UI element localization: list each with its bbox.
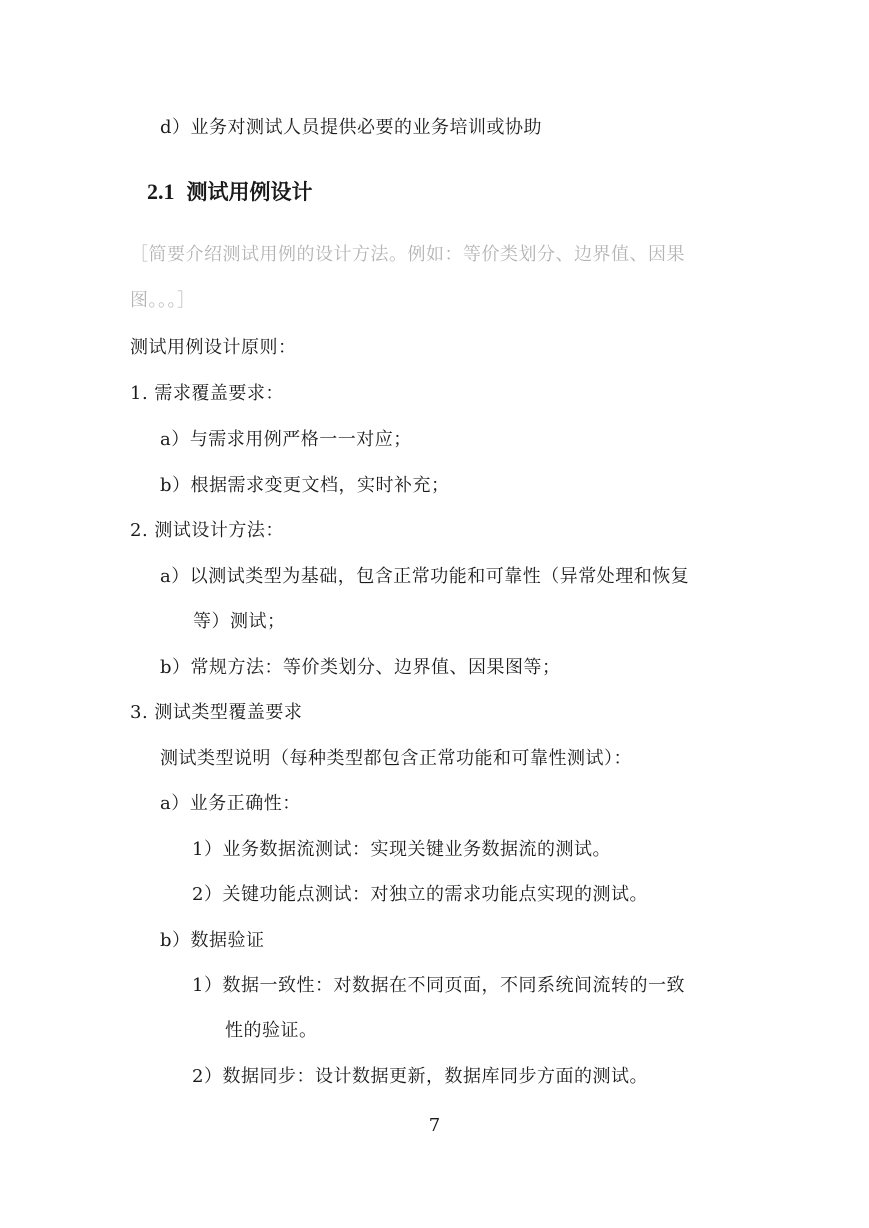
list-item-3b-1-line-2: 性的验证。 — [225, 1020, 318, 1041]
list-item-3a: a）业务正确性： — [160, 793, 301, 814]
list-item-1b: b）根据需求变更文档，实时补充； — [160, 475, 450, 496]
list-item-1a: a）与需求用例严格一一对应； — [160, 429, 412, 450]
list-item-3b-1-line-1: 1）数据一致性：对数据在不同页面，不同系统间流转的一致 — [192, 975, 685, 996]
list-item-d: d）业务对测试人员提供必要的业务培训或协助 — [160, 117, 543, 138]
list-item-3-description: 测试类型说明（每种类型都包含正常功能和可靠性测试）： — [160, 748, 632, 769]
principles-intro: 测试用例设计原则： — [130, 337, 297, 358]
list-item-2a-line-2: 等）测试； — [193, 611, 286, 632]
list-item-1: 1. 需求覆盖要求： — [130, 383, 284, 404]
hint-text-line-1: ［简要介绍测试用例的设计方法。例如：等价类划分、边界值、因果 — [130, 244, 685, 265]
list-item-2: 2. 测试设计方法： — [130, 520, 284, 541]
section-title: 测试用例设计 — [186, 180, 313, 204]
hint-text-line-2: 图。。。］ — [130, 290, 196, 311]
list-item-3b-2: 2）数据同步：设计数据更新，数据库同步方面的测试。 — [192, 1066, 648, 1087]
list-item-3a-1: 1）业务数据流测试：实现关键业务数据流的测试。 — [192, 839, 611, 860]
section-heading — [147, 178, 313, 206]
list-item-3: 3. 测试类型覆盖要求 — [130, 702, 303, 723]
list-item-2b: b）常规方法：等价类划分、边界值、因果图等； — [160, 657, 561, 678]
list-item-2a-line-1: a）以测试类型为基础，包含正常功能和可靠性（异常处理和恢复 — [160, 566, 690, 587]
list-item-3b: b）数据验证 — [160, 930, 265, 951]
section-number: 2.1 — [147, 179, 175, 204]
page-number: 7 — [428, 1115, 441, 1136]
list-item-3a-2: 2）关键功能点测试：对独立的需求功能点实现的测试。 — [192, 884, 648, 905]
